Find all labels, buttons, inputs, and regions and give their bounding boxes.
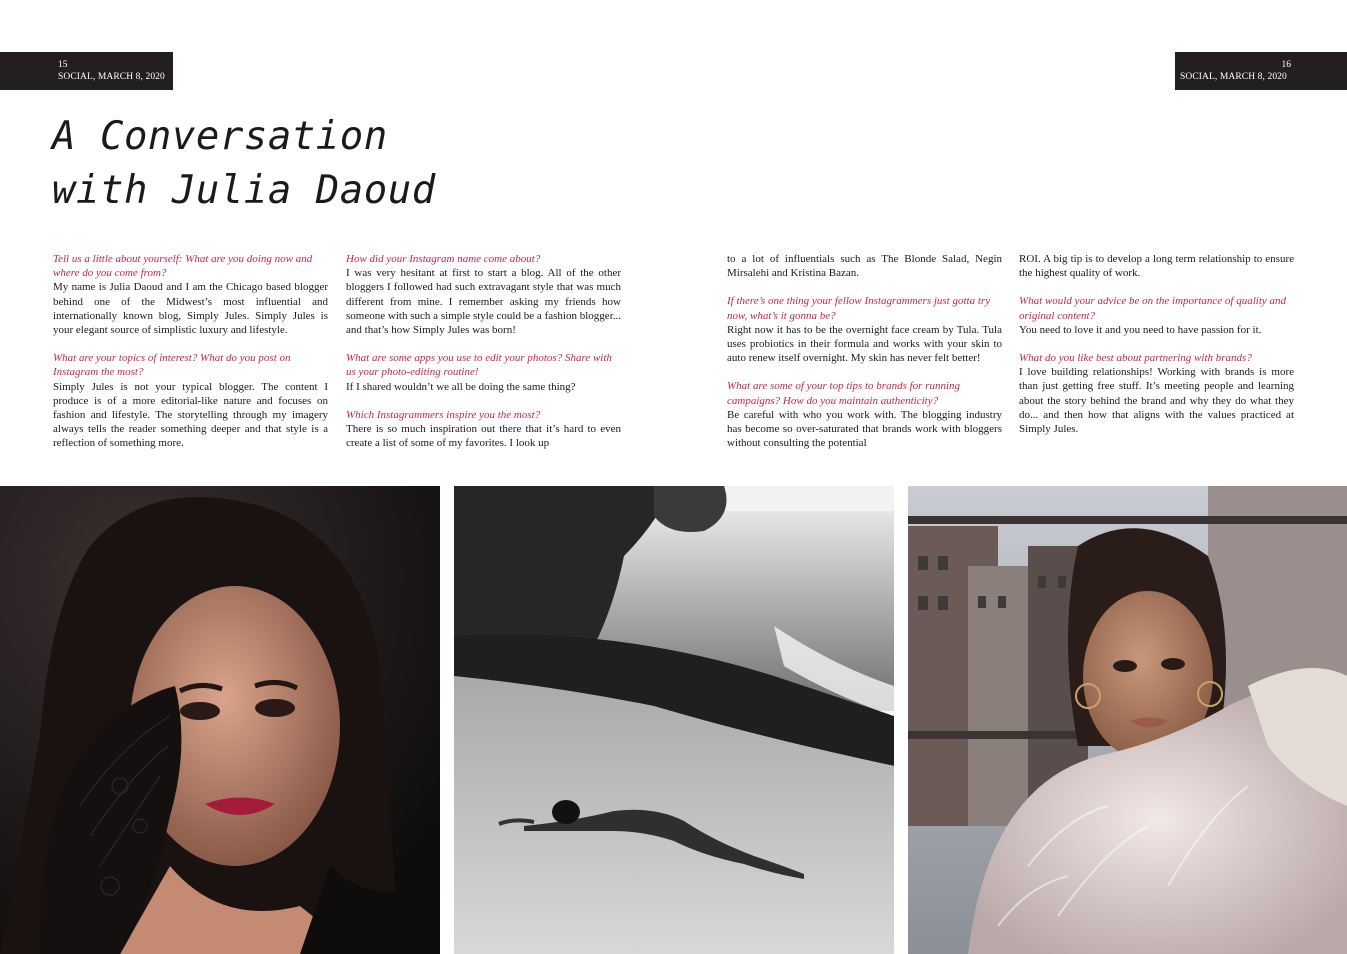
paragraph-gap (346, 394, 621, 408)
interview-answer: I love building relationships! Working with brands is more than just getting free stuff. It’s meeting people and learning about the story behind the brand and why they do what they do... and then how that aligns with the values practiced at Simply Jules. (1019, 366, 1294, 436)
paragraph-gap (346, 337, 621, 351)
interview-answer: ROI. A big tip is to develop a long term relationship to ensure the highest quality of work. (1019, 253, 1294, 280)
interview-question: If there’s one thing your fellow Instagrammers just gotta try now, what’s it gonna be? (727, 295, 991, 322)
title-line-1: A Conversation (52, 114, 388, 159)
portrait-lace-glove-photo (0, 486, 440, 954)
portrait-fur-coat-photo (908, 486, 1347, 954)
text-column-4 (1019, 252, 1294, 436)
interview-question: What are some apps you use to edit your photos? Share with us your photo-editing routine! (346, 352, 612, 379)
interview-question: What do you like best about partnering with brands? (1019, 352, 1252, 365)
interview-question: What are your topics of interest? What do you post on Instagram the most? (53, 352, 291, 379)
interview-answer: There is so much inspiration out there that it’s hard to even create a list of some of my favorites. I look up (346, 423, 621, 450)
text-column-3 (727, 252, 1002, 450)
interview-question: How did your Instagram name come about? (346, 253, 541, 265)
interview-answer: If I shared wouldn’t we all be doing the same thing? (346, 380, 576, 393)
folio-right (1175, 52, 1347, 90)
folio-left (0, 52, 173, 90)
beach-photo (454, 486, 894, 954)
interview-question: Which Instagrammers inspire you the most? (346, 408, 541, 421)
interview-question: What are some of your top tips to brands for running campaigns? How do you maintain authenticity? (727, 380, 961, 407)
interview-question: Tell us a little about yourself: What are you doing now and where do you come from? (53, 253, 313, 280)
interview-answer: I was very hesitant at first to start a blog. All of the other bloggers I followed had such extravagant style that was much different from mine. I remember asking my friends how someone with such a simple style could be a fashion blogger... and that’s how Simply Jules was born! (346, 267, 621, 337)
page-number-left: 15 (58, 60, 68, 70)
interview-answer: Right now it has to be the overnight face cream by Tula. Tula uses probiotics in their formula and works with your skin to auto renew itself overnight. My skin has never felt better! (727, 323, 1002, 365)
paragraph-gap (1019, 337, 1294, 351)
interview-answer: Be careful with who you work with. The blogging industry has become so over-saturated that brands work with bloggers without consulting the potential (727, 408, 1002, 450)
interview-answer: You need to love it and you need to have passion for it. (1019, 323, 1262, 336)
title-line-2: with Julia Daoud (52, 168, 436, 213)
interview-answer: Simply Jules is not your typical blogger. The content I produce is of a more editorial-like nature and focuses on fashion and lifestyle. The storytelling through my imagery always tells the reader something deeper and that style is a reflection of something more. (53, 380, 328, 450)
paragraph-gap (727, 365, 1002, 379)
page-number-right: 16 (1281, 60, 1291, 70)
text-column-1 (53, 252, 328, 451)
section-date-left: SOCIAL, MARCH 8, 2020 (58, 72, 165, 82)
interview-answer: to a lot of influentials such as The Blonde Salad, Negin Mirsalehi and Kristina Bazan. (727, 253, 1002, 280)
text-column-2 (346, 252, 621, 450)
interview-question: What would your advice be on the importance of quality and original content? (1019, 295, 1287, 322)
section-date-right: SOCIAL, MARCH 8, 2020 (1180, 72, 1287, 82)
paragraph-gap (1019, 280, 1294, 294)
paragraph-gap (53, 337, 328, 351)
paragraph-gap (727, 280, 1002, 294)
article-title (52, 110, 436, 218)
interview-answer: My name is Julia Daoud and I am the Chicago based blogger behind one of the Midwest’s most influential and internationally known blog, Simply Jules. Simply Jules is your elegant source of simplistic luxury and lifestyle. (53, 281, 328, 337)
